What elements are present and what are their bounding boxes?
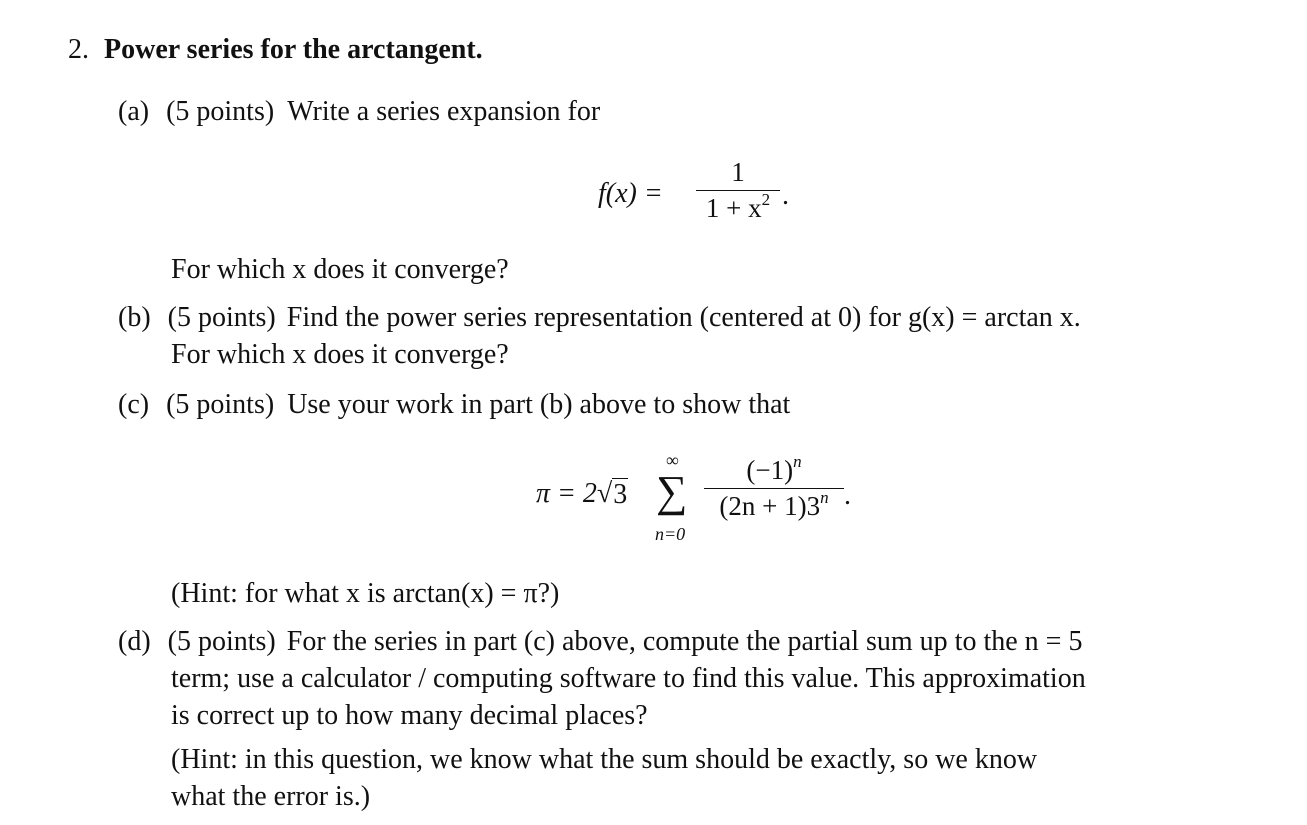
part-a-formula-lhs: f(x) = — [598, 178, 663, 209]
part-b-points: (5 points) — [167, 302, 276, 333]
problem-heading — [68, 32, 483, 68]
part-c-sqrt — [597, 476, 628, 512]
part-a-points: (5 points) — [166, 96, 275, 127]
part-c-formula-lhs-group — [536, 476, 628, 512]
part-c-label: (c) — [118, 389, 150, 420]
part-a-fraction — [696, 156, 780, 224]
part-c-fraction-denominator: $(2n + 1)3^n$ — [719, 488, 829, 521]
part-c-fraction — [704, 454, 844, 522]
part-c-text: Use your work in part (b) above to show that — [287, 389, 791, 420]
part-d-line-1 — [118, 624, 1082, 660]
part-c-line — [118, 387, 790, 423]
part-b-label: (b) — [118, 302, 151, 333]
part-c-sqrt-radicand: 3 — [613, 479, 628, 510]
sum-upper-limit: ∞ — [666, 450, 679, 470]
part-d-text-line-3: is correct up to how many decimal places? — [171, 700, 648, 731]
part-d-label: (d) — [118, 626, 151, 657]
part-a-fraction-denominator: $1 + x^2$ — [705, 190, 771, 223]
part-b-line — [118, 300, 1081, 336]
sigma-icon: ∑ — [656, 467, 688, 516]
part-d-text-line-1: For the series in part (c) above, compute the partial sum up to the n = 5 — [286, 626, 1083, 657]
part-b-question: For which x does it converge? — [171, 339, 509, 370]
part-d-hint-line-2: what the error is.) — [171, 781, 371, 812]
part-a-line — [118, 94, 600, 130]
part-c-formula-lhs: π = 2 — [536, 478, 597, 509]
problem-number: 2. — [68, 34, 89, 65]
part-c-hint: (Hint: for what x is arctan(x) = π?) — [171, 578, 560, 609]
part-a-formula-end: . — [782, 180, 789, 211]
part-c-formula-end: . — [844, 480, 851, 511]
part-a-label: (a) — [118, 96, 150, 127]
part-a-fraction-numerator: 1 — [731, 157, 745, 187]
part-b-text: Find the power series representation (centered at 0) for g(x) = arctan x. — [286, 302, 1081, 333]
part-c-fraction-numerator: $(-1)^n$ — [746, 452, 802, 485]
part-c-points: (5 points) — [166, 389, 275, 420]
part-d-text-line-2: term; use a calculator / computing software to find this value. This approximation — [171, 663, 1086, 694]
sqrt-radical-icon: √ — [596, 478, 613, 509]
sum-lower-limit: n=0 — [655, 524, 686, 544]
problem-title: Power series for the arctangent. — [104, 34, 483, 65]
part-a-text: Write a series expansion for — [287, 96, 601, 127]
part-d-hint-line-1: (Hint: in this question, we know what the sum should be exactly, so we know — [171, 744, 1038, 775]
part-a-question: For which x does it converge? — [171, 254, 509, 285]
part-d-points: (5 points) — [167, 626, 276, 657]
